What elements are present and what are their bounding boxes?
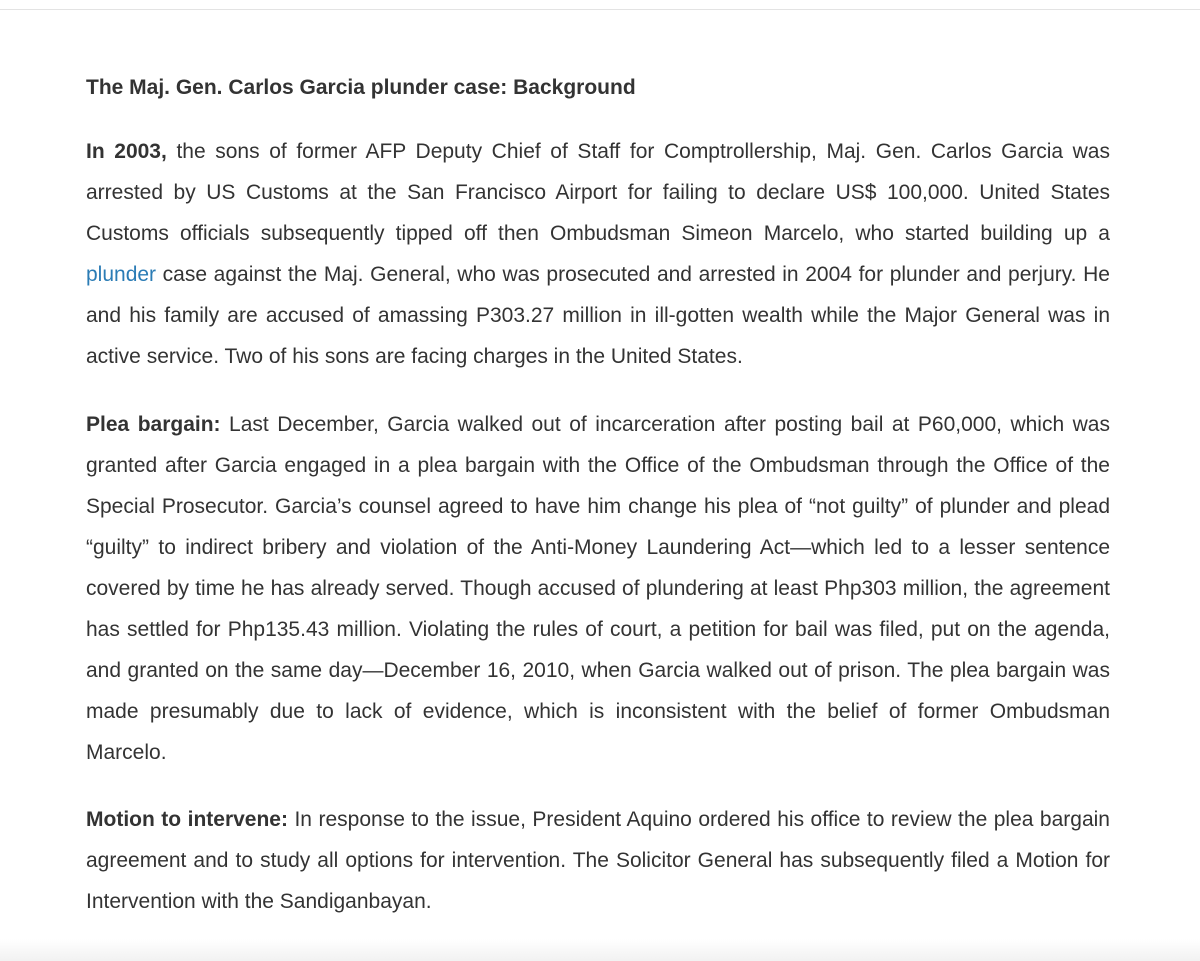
article-body <box>86 70 1110 922</box>
paragraph-text: Last December, Garcia walked out of incarceration after posting bail at P60,000, which was granted after Garcia engaged in a plea bargain with the Office of the Ombudsman through the Office of the Special Prosecutor. Garcia’s counsel agreed to have him change his plea of “not guilty” of plunder and plead “guilty” to indirect bribery and violation of the Anti-Money Laundering Act—which led to a lesser sentence covered by time he has already served. Though accused of plundering at least Php303 million, the agreement has settled for Php135.43 million. Violating the rules of court, a petition for bail was filed, put on the agenda, and granted on the same day—December 16, 2010, when Garcia walked out of prison. The plea bargain was made presumably due to lack of evidence, which is inconsistent with the belief of former Ombudsman Marcelo. <box>86 413 1110 764</box>
paragraph-motion-to-intervene <box>86 799 1110 922</box>
paragraph-plea-bargain <box>86 404 1110 773</box>
plunder-link[interactable]: plunder <box>86 263 157 286</box>
paragraph-text: the sons of former AFP Deputy Chief of Staff for Comptrollership, Maj. Gen. Carlos Garcia was arrested by US Customs at the San Francisco Airport for failing to declare US$ 100,000. United States Customs officials subsequently tipped off then Ombudsman Simeon Marcelo, who started building up a <box>86 140 1110 245</box>
paragraph-background <box>86 131 1110 377</box>
paragraph-lead-plea-bargain: Plea bargain: <box>86 413 221 436</box>
paragraph-lead-2003: In 2003, <box>86 140 167 163</box>
top-divider <box>0 9 1200 10</box>
paragraph-text: case against the Maj. General, who was prosecuted and arrested in 2004 for plunder and perjury. He and his family are accused of amassing P303.27 million in ill-gotten wealth while the Major General was in active service. Two of his sons are facing charges in the United States. <box>86 263 1110 368</box>
paragraph-text: In response to the issue, President Aquino ordered his office to review the plea bargain agreement and to study all options for intervention. The Solicitor General has subsequently filed a Motion for Intervention with the Sandiganbayan. <box>86 808 1110 913</box>
bottom-fade <box>0 939 1200 961</box>
paragraph-lead-motion-to-intervene: Motion to intervene: <box>86 808 288 831</box>
article-heading: The Maj. Gen. Carlos Garcia plunder case: Background <box>86 76 636 99</box>
